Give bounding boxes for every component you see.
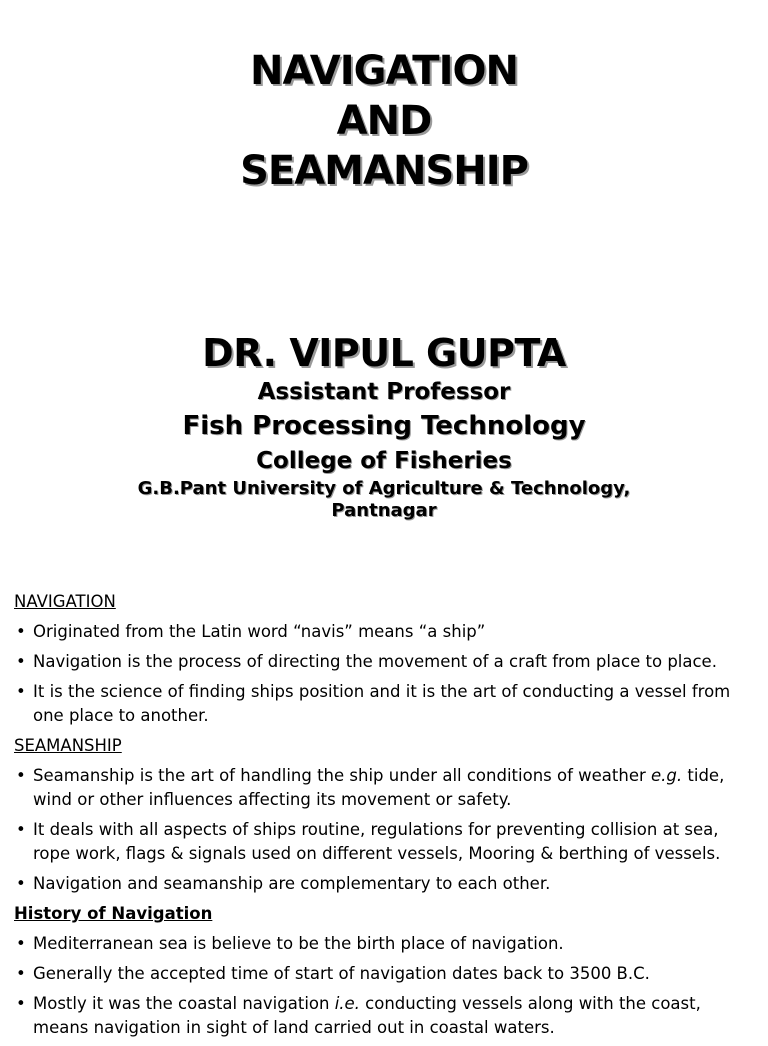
author-university-line-1: G.B.Pant University of Agriculture & Technology, <box>137 478 631 499</box>
author-block <box>0 330 768 522</box>
list-item: • It is the science of finding ships position and it is the art of conducting a vessel from one place to another. <box>14 680 754 728</box>
author-name: DR. VIPUL GUPTA <box>202 331 566 375</box>
section-heading-history: History of Navigation <box>14 904 213 923</box>
list-item <box>14 764 754 812</box>
list-item-emphasis: i.e. <box>334 994 360 1013</box>
list-item: • Originated from the Latin word “navis” means “a ship” <box>14 620 754 644</box>
list-item-text: tide, wind or other influences affecting its movement or safety. <box>33 766 725 809</box>
list-item-text: conducting vessels along with the coast, means navigation in sight of land carried out in coastal waters. <box>33 994 701 1037</box>
document-body <box>14 590 754 1046</box>
section-heading-navigation: NAVIGATION <box>14 592 116 611</box>
title-block <box>0 46 768 196</box>
list-item-emphasis: e.g. <box>651 766 683 785</box>
list-item-text: Seamanship is the art of handling the ship under all conditions of weather <box>33 766 652 785</box>
author-role: Assistant Professor <box>257 379 511 405</box>
author-university-line-2: Pantnagar <box>331 500 437 521</box>
list-item: • Mediterranean sea is believe to be the birth place of navigation. <box>14 932 754 956</box>
list-item: • Navigation is the process of directing the movement of a craft from place to place. <box>14 650 754 674</box>
list-item: • Navigation and seamanship are complementary to each other. <box>14 872 754 896</box>
author-college: College of Fisheries <box>256 448 512 474</box>
navigation-list <box>14 620 754 728</box>
author-department: Fish Processing Technology <box>182 411 586 441</box>
title-line-2: AND <box>336 98 432 144</box>
list-item <box>14 992 754 1040</box>
section-heading-seamanship: SEAMANSHIP <box>14 736 122 755</box>
title-line-3: SEAMANSHIP <box>240 148 528 194</box>
list-item: • It deals with all aspects of ships routine, regulations for preventing collision at sea, rope work, flags & signals used on different vessels, Mooring & berthing of vessels. <box>14 818 754 866</box>
seamanship-list <box>14 764 754 896</box>
list-item-text: Mostly it was the coastal navigation <box>33 994 335 1013</box>
list-item: • Generally the accepted time of start of navigation dates back to 3500 B.C. <box>14 962 754 986</box>
title-line-1: NAVIGATION <box>250 48 518 94</box>
